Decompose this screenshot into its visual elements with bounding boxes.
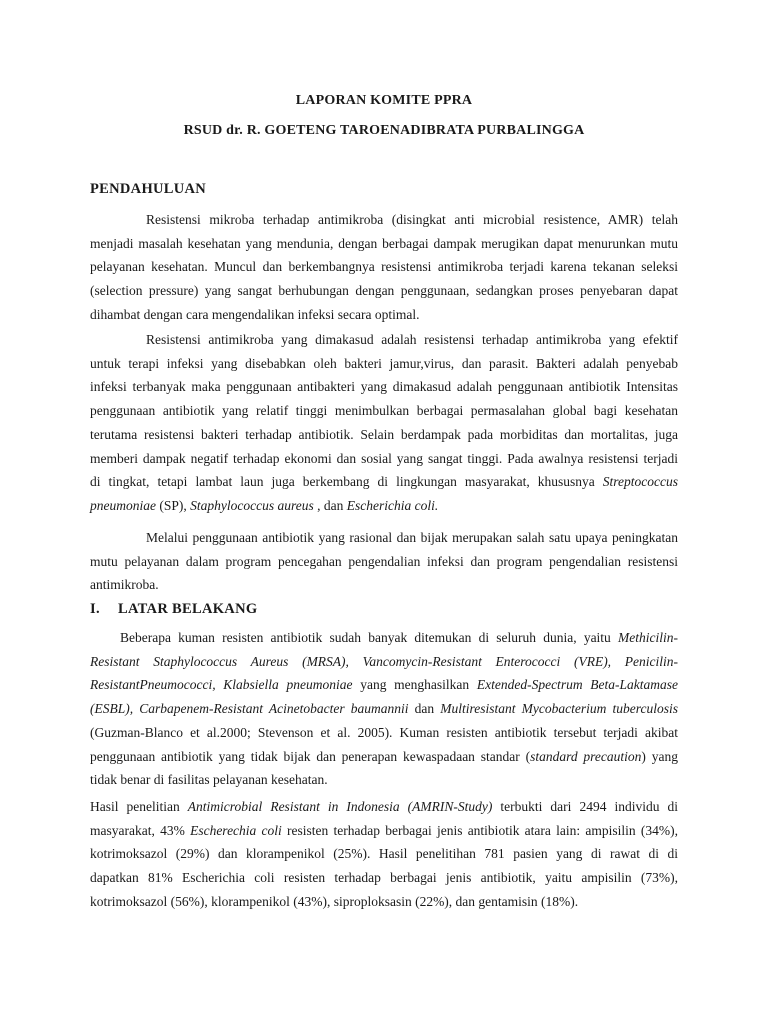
paragraph-1 — [90, 208, 678, 327]
text-fragment: terbukti dari 2494 individu di — [492, 799, 679, 814]
section-number: I. — [90, 601, 100, 617]
text-fragment: di tingkat, tetapi lambat laun juga berkembang di lingkungan masyarakat, khususnya — [90, 474, 595, 490]
text-line: Resistensi antimikroba yang dimakasud adalah resistensi terhadap antimikroba yang efektif — [146, 332, 678, 347]
text-line — [90, 626, 678, 650]
text-line: kotrimoksazol (29%) dan klorampenikol (25%). Hasil penelitihan 781 pasien yang di rawat di di — [90, 846, 678, 862]
text-line: terutama resistensi bakteri terhadap antibiotik. Selain berdampak pada morbiditas dan mortalitas, juga — [90, 426, 678, 442]
text-line — [90, 494, 678, 518]
species-name: pneumoniae — [90, 497, 156, 513]
italic-term: Escherechia coli — [190, 822, 282, 838]
text-line: Melalui penggunaan antibiotik yang rasional dan bijak merupakan salah satu upaya peningkatan — [146, 530, 678, 545]
text-line — [90, 650, 678, 674]
species-name: Escherichia coli. — [346, 497, 439, 513]
text-fragment: penggunaan antibiotik yang tidak bijak dan penerapan kewaspadaan standar ( — [90, 748, 531, 764]
text-line: dihambat dengan cara mengendalikan infeksi secara optimal. — [90, 306, 420, 322]
text-line: pelayanan kesehatan. Muncul dan berkembangnya resistensi antimikroba terjadi karena tekanan seleksi — [90, 259, 678, 275]
text-line: penggunaan antibiotik yang relatif tinggi menimbulkan berbagai permasalahan global bagi kesehatan — [90, 403, 678, 419]
text-line: tidak benar di fasilitas pelayanan kesehatan. — [90, 772, 328, 788]
italic-term: Resistant Staphylococcus Aureus (MRSA), Vancomycin-Resistant Enterococci (VRE), Penicilin- — [90, 653, 678, 669]
italic-term: Antimicrobial Resistant in Indonesia (AMRIN-Study) — [187, 799, 493, 814]
text-line: infeksi terbanyak maka penggunaan antibakteri yang dimakasud adalah penggunaan antibiotik Intensitas — [90, 379, 678, 395]
hospital-title: RSUD dr. R. GOETENG TAROENADIBRATA PURBALINGGA — [183, 123, 585, 138]
text-line — [90, 470, 678, 494]
paragraph-2 — [90, 328, 678, 518]
text-line: dapatkan 81% Escherichia coli resisten terhadap berbagai jenis antibiotik, yaitu ampisilin (73%), — [90, 870, 678, 886]
section-heading-latar-belakang — [90, 601, 257, 618]
italic-term: ResistantPneumococci, Klabsiella pneumoniae — [90, 677, 353, 693]
text-line — [90, 745, 678, 769]
text-fragment: masyarakat, 43% — [90, 822, 191, 838]
italic-term: (ESBL), Carbapenem-Resistant Acinetobacter baumannii — [90, 701, 409, 717]
species-name: Staphylococcus aureus — [190, 497, 314, 513]
text-line: antimikroba. — [90, 577, 159, 593]
text-fragment: yang menghasilkan — [352, 677, 477, 693]
text-fragment: resisten terhadap berbagai jenis antibiotik atara lain: ampisilin (34%), — [281, 822, 678, 838]
text-line — [90, 697, 678, 721]
section-title: LATAR BELAKANG — [118, 601, 258, 617]
text-line: memberi dampak negatif terhadap ekonomi dan sosial yang sangat tinggi. Pada awalnya resistensi terjadi — [90, 450, 678, 466]
report-title: LAPORAN KOMITE PPRA — [295, 93, 473, 108]
text-line — [90, 795, 678, 819]
text-line: kotrimoksazol (56%), klorampenikol (43%), siproploksasin (22%), dan gentamisin (18%). — [90, 893, 579, 909]
text-fragment: Hasil penelitian — [90, 799, 188, 814]
text-fragment: Beberapa kuman resisten antibiotik sudah banyak ditemukan di seluruh dunia, yaitu — [120, 630, 619, 645]
text-line: Resistensi mikroba terhadap antimikroba (disingkat anti microbial resistence, AMR) telah — [146, 212, 678, 227]
paragraph-3 — [90, 526, 678, 597]
text-line: menjadi masalah kesehatan yang mendunia, dengan berbagai dampak merugikan dapat menurunkan mutu — [90, 235, 678, 251]
text-line: mutu pelayanan dalam program pencegahan pengendalian infeksi dan program pengendalian resistensi — [90, 553, 678, 569]
italic-term: Multiresistant Mycobacterium tuberculosis — [440, 701, 678, 717]
italic-term: Methicilin- — [618, 630, 678, 645]
text-line: (Guzman-Blanco et al.2000; Stevenson et al. 2005). Kuman resisten antibiotik tersebut terjadi akibat — [90, 724, 678, 740]
text-line: untuk terapi infeksi yang disebabkan oleh bakteri jamur,virus, dan parasit. Bakteri adalah penyebab — [90, 355, 678, 371]
paragraph-hasil-penelitian — [90, 795, 678, 914]
section-heading-pendahuluan: PENDAHULUAN — [90, 181, 207, 197]
text-line — [90, 819, 678, 843]
species-name: Streptococcus — [602, 474, 679, 490]
text-line: (selection pressure) yang sangat berhubungan dengan penggunaan, sedangkan proses penyebaran dapat — [90, 283, 678, 299]
text-line — [90, 673, 678, 697]
italic-term: Extended-Spectrum Beta-Laktamase — [476, 677, 679, 693]
text-fragment: (SP), — [155, 497, 191, 513]
text-fragment: dan — [408, 701, 441, 717]
italic-term: standard precaution — [530, 748, 642, 764]
paragraph-latar-belakang — [90, 626, 678, 792]
text-fragment: ) yang — [641, 748, 678, 764]
text-fragment: , dan — [313, 497, 347, 513]
